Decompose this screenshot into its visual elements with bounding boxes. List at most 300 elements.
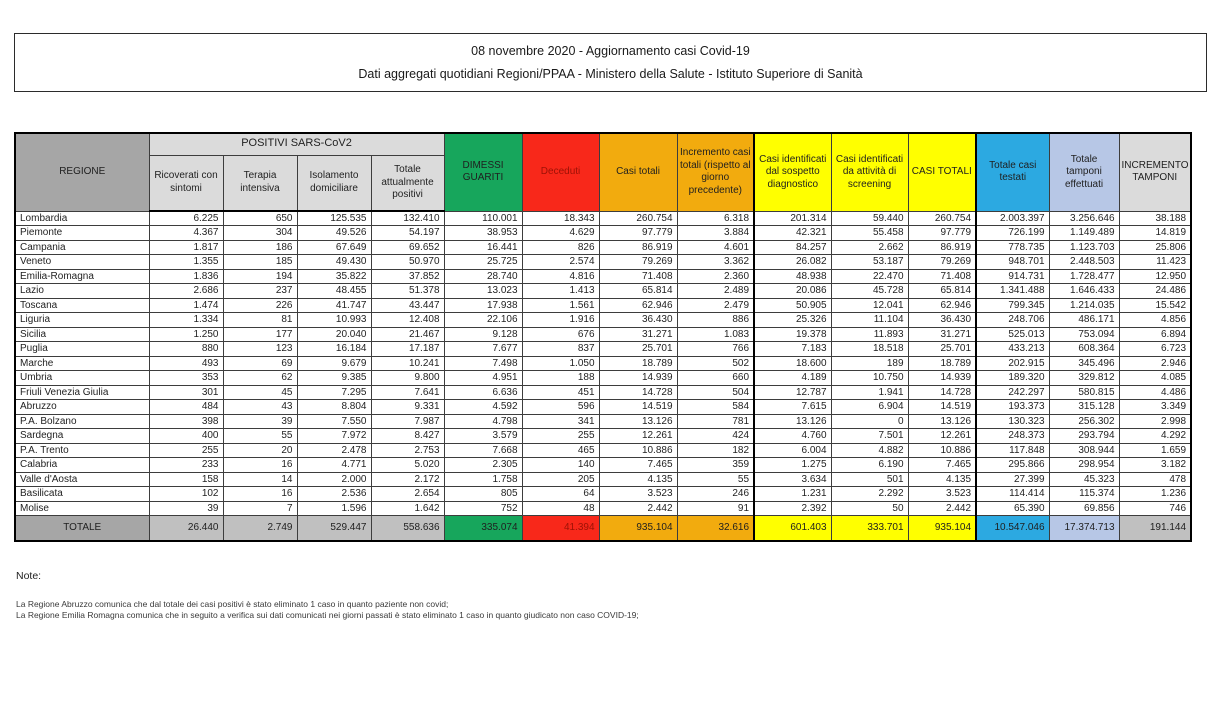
value-cell: 65.814 — [908, 284, 976, 299]
value-cell: 2.448.503 — [1049, 255, 1119, 270]
table-row — [15, 501, 1191, 516]
note-line-emilia-romagna: La Regione Emilia Romagna comunica che in seguito a verifica sui dati comunicati nei giorni passati è stato eliminato 1 caso in quanto giudicato non caso COVID-19; — [16, 610, 639, 621]
value-cell: 0 — [831, 414, 908, 429]
value-cell: 205 — [522, 472, 599, 487]
value-cell: 39 — [149, 501, 223, 516]
total-value-cell: 191.144 — [1119, 516, 1191, 541]
value-cell: 242.297 — [976, 385, 1049, 400]
value-cell: 25.725 — [444, 255, 522, 270]
total-value-cell: 529.447 — [297, 516, 371, 541]
value-cell: 2.172 — [371, 472, 444, 487]
value-cell: 25.701 — [908, 342, 976, 357]
value-cell: 1.236 — [1119, 487, 1191, 502]
value-cell: 35.822 — [297, 269, 371, 284]
value-cell: 11.104 — [831, 313, 908, 328]
value-cell: 41.747 — [297, 298, 371, 313]
region-name: Valle d'Aosta — [15, 472, 149, 487]
value-cell: 400 — [149, 429, 223, 444]
value-cell: 2.489 — [677, 284, 754, 299]
value-cell: 31.271 — [908, 327, 976, 342]
value-cell: 7.498 — [444, 356, 522, 371]
value-cell: 1.231 — [754, 487, 831, 502]
value-cell: 4.771 — [297, 458, 371, 473]
value-cell: 295.866 — [976, 458, 1049, 473]
region-name: Abruzzo — [15, 400, 149, 415]
region-name: Emilia-Romagna — [15, 269, 149, 284]
value-cell: 49.526 — [297, 226, 371, 241]
value-cell: 233 — [149, 458, 223, 473]
value-cell: 38.953 — [444, 226, 522, 241]
value-cell: 478 — [1119, 472, 1191, 487]
value-cell: 4.592 — [444, 400, 522, 415]
value-cell: 17.938 — [444, 298, 522, 313]
value-cell: 948.701 — [976, 255, 1049, 270]
total-value-cell: 41.394 — [522, 516, 599, 541]
value-cell: 10.886 — [599, 443, 677, 458]
value-cell: 48.455 — [297, 284, 371, 299]
value-cell: 7.465 — [908, 458, 976, 473]
value-cell: 6.004 — [754, 443, 831, 458]
value-cell: 65.390 — [976, 501, 1049, 516]
value-cell: 65.814 — [599, 284, 677, 299]
value-cell: 7.641 — [371, 385, 444, 400]
value-cell: 1.916 — [522, 313, 599, 328]
value-cell: 7.987 — [371, 414, 444, 429]
value-cell: 186 — [223, 240, 297, 255]
value-cell: 55.458 — [831, 226, 908, 241]
value-cell: 2.654 — [371, 487, 444, 502]
value-cell: 14.939 — [599, 371, 677, 386]
value-cell: 433.213 — [976, 342, 1049, 357]
value-cell: 260.754 — [908, 211, 976, 226]
value-cell: 189.320 — [976, 371, 1049, 386]
value-cell: 11.893 — [831, 327, 908, 342]
table-row — [15, 371, 1191, 386]
value-cell: 14.519 — [599, 400, 677, 415]
value-cell: 6.894 — [1119, 327, 1191, 342]
value-cell: 301 — [149, 385, 223, 400]
value-cell: 753.094 — [1049, 327, 1119, 342]
table-row — [15, 429, 1191, 444]
value-cell: 1.214.035 — [1049, 298, 1119, 313]
value-cell: 201.314 — [754, 211, 831, 226]
value-cell: 3.256.646 — [1049, 211, 1119, 226]
group-header-positivi: POSITIVI SARS-CoV2 — [149, 133, 444, 155]
table-row — [15, 342, 1191, 357]
value-cell: 826 — [522, 240, 599, 255]
value-cell: 9.128 — [444, 327, 522, 342]
table-row — [15, 414, 1191, 429]
total-value-cell: 2.749 — [223, 516, 297, 541]
value-cell: 7.972 — [297, 429, 371, 444]
value-cell: 53.187 — [831, 255, 908, 270]
value-cell: 766 — [677, 342, 754, 357]
value-cell: 125.535 — [297, 211, 371, 226]
col-header-isolamento: Isolamento domiciliare — [297, 155, 371, 211]
value-cell: 2.442 — [908, 501, 976, 516]
value-cell: 1.250 — [149, 327, 223, 342]
total-label: TOTALE — [15, 516, 149, 541]
value-cell: 97.779 — [599, 226, 677, 241]
value-cell: 18.518 — [831, 342, 908, 357]
value-cell: 4.486 — [1119, 385, 1191, 400]
value-cell: 14.819 — [1119, 226, 1191, 241]
value-cell: 62 — [223, 371, 297, 386]
value-cell: 45 — [223, 385, 297, 400]
value-cell: 110.001 — [444, 211, 522, 226]
value-cell: 880 — [149, 342, 223, 357]
value-cell: 1.817 — [149, 240, 223, 255]
value-cell: 4.882 — [831, 443, 908, 458]
col-header-casi-totali: Casi totali — [599, 133, 677, 211]
table-row — [15, 443, 1191, 458]
region-name: Umbria — [15, 371, 149, 386]
value-cell: 42.321 — [754, 226, 831, 241]
value-cell: 102 — [149, 487, 223, 502]
value-cell: 39 — [223, 414, 297, 429]
region-name: Liguria — [15, 313, 149, 328]
total-value-cell: 32.616 — [677, 516, 754, 541]
value-cell: 97.779 — [908, 226, 976, 241]
value-cell: 7.501 — [831, 429, 908, 444]
region-name: Piemonte — [15, 226, 149, 241]
region-name: Basilicata — [15, 487, 149, 502]
col-header-dimessi-guariti: DIMESSI GUARITI — [444, 133, 522, 211]
value-cell: 1.758 — [444, 472, 522, 487]
value-cell: 752 — [444, 501, 522, 516]
value-cell: 248.373 — [976, 429, 1049, 444]
value-cell: 132.410 — [371, 211, 444, 226]
value-cell: 10.241 — [371, 356, 444, 371]
value-cell: 502 — [677, 356, 754, 371]
value-cell: 27.399 — [976, 472, 1049, 487]
value-cell: 177 — [223, 327, 297, 342]
value-cell: 194 — [223, 269, 297, 284]
value-cell: 22.106 — [444, 313, 522, 328]
value-cell: 64 — [522, 487, 599, 502]
value-cell: 26.082 — [754, 255, 831, 270]
value-cell: 13.023 — [444, 284, 522, 299]
value-cell: 123 — [223, 342, 297, 357]
note-line-abruzzo: La Regione Abruzzo comunica che dal totale dei casi positivi è stato eliminato 1 caso in quanto paziente non covid; — [16, 599, 449, 609]
value-cell: 837 — [522, 342, 599, 357]
value-cell: 18.343 — [522, 211, 599, 226]
value-cell: 10.886 — [908, 443, 976, 458]
value-cell: 48 — [522, 501, 599, 516]
value-cell: 12.950 — [1119, 269, 1191, 284]
value-cell: 2.360 — [677, 269, 754, 284]
region-name: Molise — [15, 501, 149, 516]
table-row — [15, 487, 1191, 502]
value-cell: 38.188 — [1119, 211, 1191, 226]
region-name: Friuli Venezia Giulia — [15, 385, 149, 400]
value-cell: 48.938 — [754, 269, 831, 284]
region-name: Toscana — [15, 298, 149, 313]
value-cell: 7.677 — [444, 342, 522, 357]
value-cell: 79.269 — [599, 255, 677, 270]
value-cell: 7.550 — [297, 414, 371, 429]
value-cell: 6.318 — [677, 211, 754, 226]
value-cell: 2.686 — [149, 284, 223, 299]
value-cell: 451 — [522, 385, 599, 400]
value-cell: 140 — [522, 458, 599, 473]
region-name: P.A. Bolzano — [15, 414, 149, 429]
value-cell: 50.970 — [371, 255, 444, 270]
value-cell: 62.946 — [599, 298, 677, 313]
value-cell: 2.000 — [297, 472, 371, 487]
value-cell: 501 — [831, 472, 908, 487]
region-name: P.A. Trento — [15, 443, 149, 458]
value-cell: 13.126 — [908, 414, 976, 429]
value-cell: 130.323 — [976, 414, 1049, 429]
table-row — [15, 211, 1191, 226]
value-cell: 256.302 — [1049, 414, 1119, 429]
value-cell: 71.408 — [599, 269, 677, 284]
value-cell: 16 — [223, 487, 297, 502]
value-cell: 246 — [677, 487, 754, 502]
value-cell: 2.574 — [522, 255, 599, 270]
value-cell: 10.993 — [297, 313, 371, 328]
value-cell: 55 — [677, 472, 754, 487]
value-cell: 1.941 — [831, 385, 908, 400]
value-cell: 18.789 — [908, 356, 976, 371]
value-cell: 304 — [223, 226, 297, 241]
value-cell: 12.261 — [908, 429, 976, 444]
table-row — [15, 269, 1191, 284]
value-cell: 12.261 — [599, 429, 677, 444]
value-cell: 21.467 — [371, 327, 444, 342]
value-cell: 9.331 — [371, 400, 444, 415]
value-cell: 189 — [831, 356, 908, 371]
value-cell: 584 — [677, 400, 754, 415]
value-cell: 359 — [677, 458, 754, 473]
value-cell: 4.816 — [522, 269, 599, 284]
value-cell: 596 — [522, 400, 599, 415]
value-cell: 424 — [677, 429, 754, 444]
value-cell: 2.478 — [297, 443, 371, 458]
col-header-casi-totali-upper: CASI TOTALI — [908, 133, 976, 211]
value-cell: 9.679 — [297, 356, 371, 371]
table-row — [15, 327, 1191, 342]
table-row — [15, 313, 1191, 328]
value-cell: 117.848 — [976, 443, 1049, 458]
value-cell: 660 — [677, 371, 754, 386]
value-cell: 726.199 — [976, 226, 1049, 241]
table-row — [15, 385, 1191, 400]
region-name: Sardegna — [15, 429, 149, 444]
col-header-totale-positivi: Totale attualmente positivi — [371, 155, 444, 211]
value-cell: 4.629 — [522, 226, 599, 241]
value-cell: 3.349 — [1119, 400, 1191, 415]
value-cell: 7 — [223, 501, 297, 516]
value-cell: 345.496 — [1049, 356, 1119, 371]
value-cell: 20.040 — [297, 327, 371, 342]
value-cell: 45.323 — [1049, 472, 1119, 487]
region-name: Marche — [15, 356, 149, 371]
col-header-deceduti: Deceduti — [522, 133, 599, 211]
table-row — [15, 255, 1191, 270]
region-name: Calabria — [15, 458, 149, 473]
value-cell: 50.905 — [754, 298, 831, 313]
value-cell: 14.519 — [908, 400, 976, 415]
value-cell: 1.413 — [522, 284, 599, 299]
value-cell: 2.392 — [754, 501, 831, 516]
value-cell: 182 — [677, 443, 754, 458]
value-cell: 24.486 — [1119, 284, 1191, 299]
value-cell: 43 — [223, 400, 297, 415]
value-cell: 7.295 — [297, 385, 371, 400]
value-cell: 3.634 — [754, 472, 831, 487]
value-cell: 7.668 — [444, 443, 522, 458]
value-cell: 69 — [223, 356, 297, 371]
value-cell: 54.197 — [371, 226, 444, 241]
total-row — [15, 516, 1191, 541]
covid-data-table — [14, 132, 1192, 542]
value-cell: 4.856 — [1119, 313, 1191, 328]
total-value-cell: 333.701 — [831, 516, 908, 541]
value-cell: 115.374 — [1049, 487, 1119, 502]
table-row — [15, 472, 1191, 487]
table-row — [15, 284, 1191, 299]
value-cell: 36.430 — [908, 313, 976, 328]
value-cell: 650 — [223, 211, 297, 226]
value-cell: 255 — [522, 429, 599, 444]
value-cell: 20.086 — [754, 284, 831, 299]
value-cell: 2.536 — [297, 487, 371, 502]
value-cell: 2.442 — [599, 501, 677, 516]
value-cell: 8.804 — [297, 400, 371, 415]
value-cell: 3.523 — [599, 487, 677, 502]
value-cell: 255 — [149, 443, 223, 458]
col-header-casi-testati: Totale casi testati — [976, 133, 1049, 211]
value-cell: 6.723 — [1119, 342, 1191, 357]
value-cell: 608.364 — [1049, 342, 1119, 357]
value-cell: 465 — [522, 443, 599, 458]
value-cell: 4.367 — [149, 226, 223, 241]
value-cell: 2.003.397 — [976, 211, 1049, 226]
value-cell: 4.951 — [444, 371, 522, 386]
report-title-line2: Dati aggregati quotidiani Regioni/PPAA - Ministero della Salute - Istituto Superiore di Sanità — [358, 67, 863, 82]
value-cell: 51.378 — [371, 284, 444, 299]
value-cell: 1.149.489 — [1049, 226, 1119, 241]
value-cell: 914.731 — [976, 269, 1049, 284]
value-cell: 315.128 — [1049, 400, 1119, 415]
col-header-tamponi-effettuati: Totale tamponi effettuati — [1049, 133, 1119, 211]
value-cell: 202.915 — [976, 356, 1049, 371]
value-cell: 6.636 — [444, 385, 522, 400]
col-header-incremento-tamponi: INCREMENTO TAMPONI — [1119, 133, 1191, 211]
value-cell: 293.794 — [1049, 429, 1119, 444]
value-cell: 7.465 — [599, 458, 677, 473]
region-name: Veneto — [15, 255, 149, 270]
value-cell: 31.271 — [599, 327, 677, 342]
value-cell: 86.919 — [908, 240, 976, 255]
value-cell: 1.123.703 — [1049, 240, 1119, 255]
value-cell: 81 — [223, 313, 297, 328]
value-cell: 341 — [522, 414, 599, 429]
value-cell: 17.187 — [371, 342, 444, 357]
value-cell: 9.800 — [371, 371, 444, 386]
col-header-incremento-casi: Incremento casi totali (rispetto al giorno precedente) — [677, 133, 754, 211]
value-cell: 14 — [223, 472, 297, 487]
value-cell: 69.856 — [1049, 501, 1119, 516]
value-cell: 43.447 — [371, 298, 444, 313]
value-cell: 9.385 — [297, 371, 371, 386]
value-cell: 91 — [677, 501, 754, 516]
region-name: Sicilia — [15, 327, 149, 342]
value-cell: 1.642 — [371, 501, 444, 516]
value-cell: 79.269 — [908, 255, 976, 270]
table-row — [15, 356, 1191, 371]
value-cell: 36.430 — [599, 313, 677, 328]
value-cell: 1.341.488 — [976, 284, 1049, 299]
value-cell: 1.836 — [149, 269, 223, 284]
value-cell: 4.085 — [1119, 371, 1191, 386]
total-value-cell: 10.547.046 — [976, 516, 1049, 541]
value-cell: 493 — [149, 356, 223, 371]
value-cell: 3.884 — [677, 226, 754, 241]
value-cell: 1.474 — [149, 298, 223, 313]
value-cell: 1.596 — [297, 501, 371, 516]
value-cell: 15.542 — [1119, 298, 1191, 313]
value-cell: 2.998 — [1119, 414, 1191, 429]
value-cell: 45.728 — [831, 284, 908, 299]
value-cell: 3.579 — [444, 429, 522, 444]
region-name: Campania — [15, 240, 149, 255]
value-cell: 49.430 — [297, 255, 371, 270]
value-cell: 676 — [522, 327, 599, 342]
total-value-cell: 558.636 — [371, 516, 444, 541]
value-cell: 484 — [149, 400, 223, 415]
value-cell: 22.470 — [831, 269, 908, 284]
value-cell: 11.423 — [1119, 255, 1191, 270]
value-cell: 2.753 — [371, 443, 444, 458]
value-cell: 799.345 — [976, 298, 1049, 313]
value-cell: 226 — [223, 298, 297, 313]
value-cell: 19.378 — [754, 327, 831, 342]
total-value-cell: 935.104 — [599, 516, 677, 541]
value-cell: 7.183 — [754, 342, 831, 357]
table-row — [15, 298, 1191, 313]
value-cell: 25.701 — [599, 342, 677, 357]
value-cell: 298.954 — [1049, 458, 1119, 473]
value-cell: 69.652 — [371, 240, 444, 255]
value-cell: 486.171 — [1049, 313, 1119, 328]
value-cell: 188 — [522, 371, 599, 386]
value-cell: 1.659 — [1119, 443, 1191, 458]
value-cell: 14.939 — [908, 371, 976, 386]
value-cell: 10.750 — [831, 371, 908, 386]
notes-section — [16, 570, 1206, 622]
value-cell: 4.292 — [1119, 429, 1191, 444]
value-cell: 6.225 — [149, 211, 223, 226]
value-cell: 5.020 — [371, 458, 444, 473]
value-cell: 84.257 — [754, 240, 831, 255]
value-cell: 16.441 — [444, 240, 522, 255]
value-cell: 1.355 — [149, 255, 223, 270]
value-cell: 778.735 — [976, 240, 1049, 255]
report-title-box — [14, 33, 1207, 92]
value-cell: 525.013 — [976, 327, 1049, 342]
value-cell: 16.184 — [297, 342, 371, 357]
value-cell: 805 — [444, 487, 522, 502]
value-cell: 4.135 — [908, 472, 976, 487]
value-cell: 12.787 — [754, 385, 831, 400]
value-cell: 86.919 — [599, 240, 677, 255]
table-row — [15, 400, 1191, 415]
value-cell: 746 — [1119, 501, 1191, 516]
value-cell: 248.706 — [976, 313, 1049, 328]
